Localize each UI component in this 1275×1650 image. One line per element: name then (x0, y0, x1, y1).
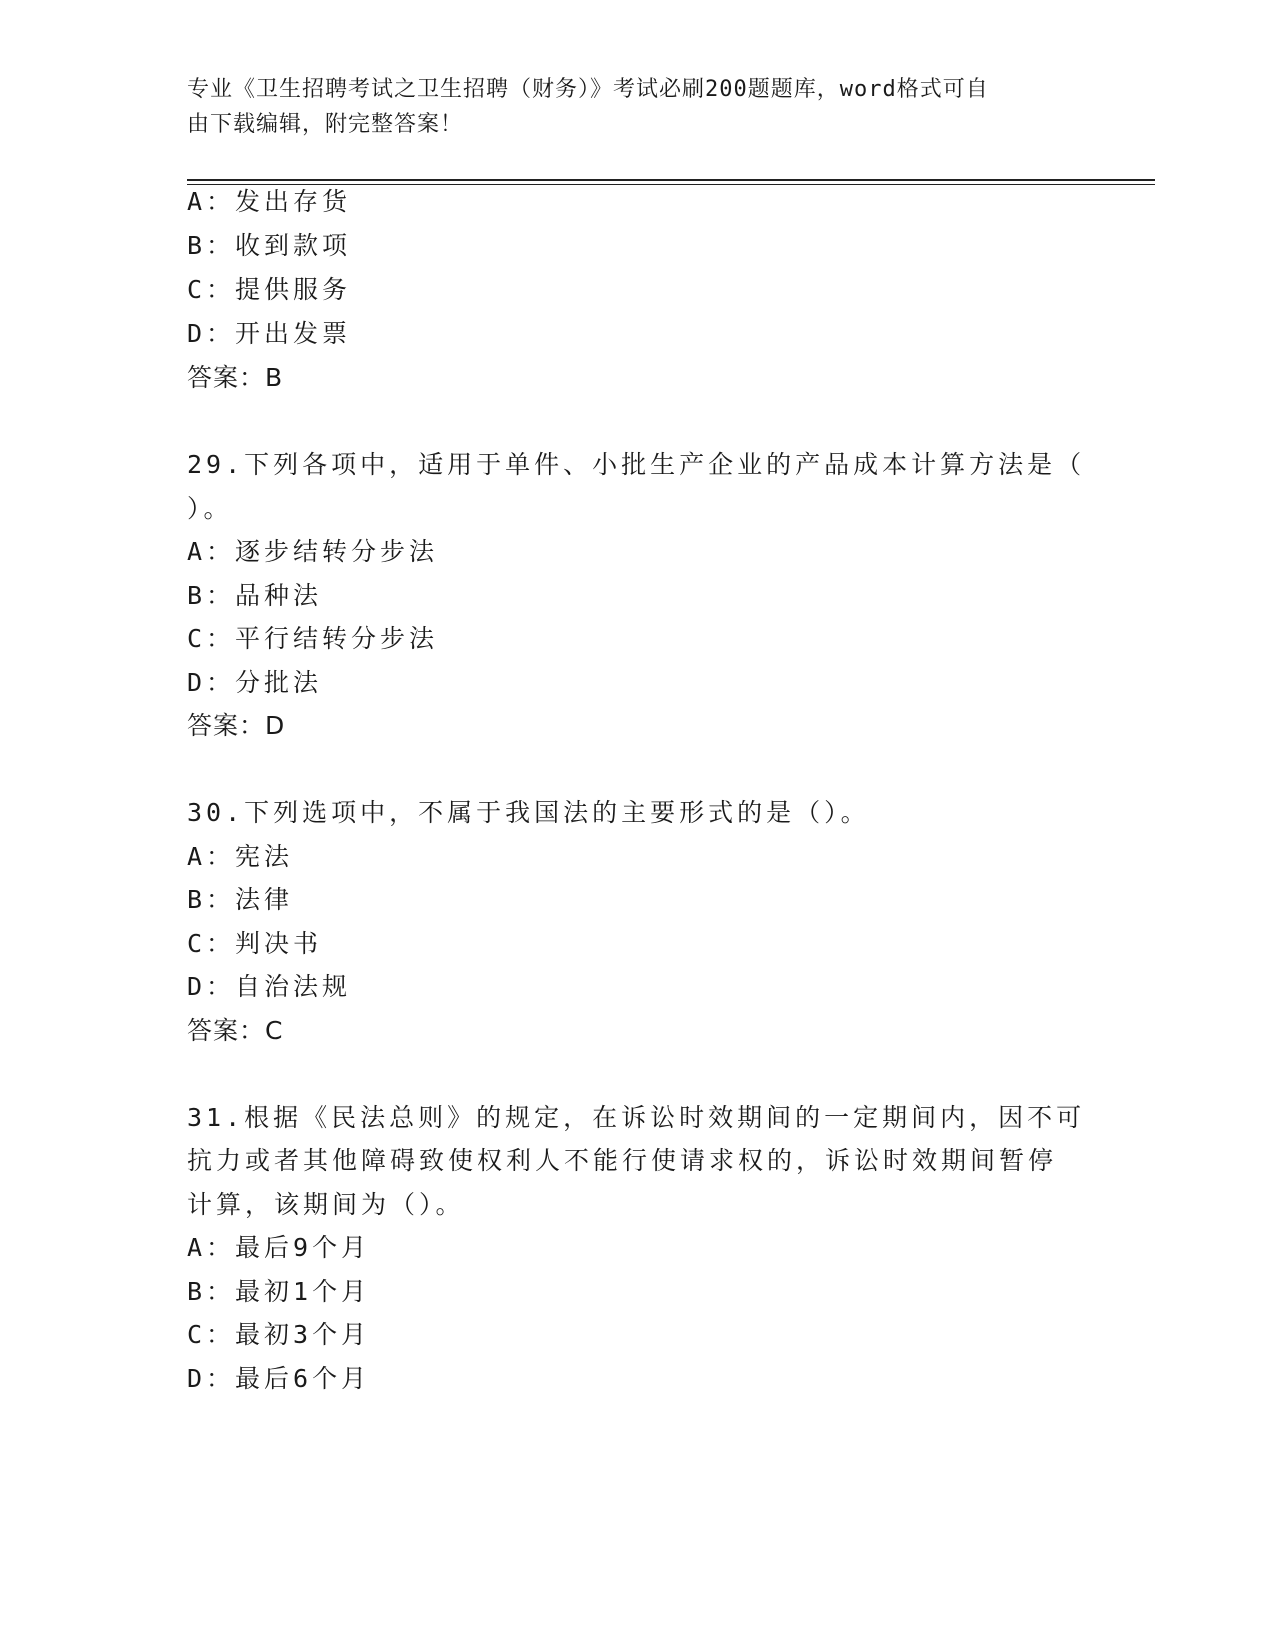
q29-stem-line-1: 29.下列各项中，适用于单件、小批生产企业的产品成本计算方法是（ (187, 450, 1086, 479)
q30-option-d: D：自治法规 (187, 972, 352, 1001)
document-header (187, 72, 1067, 142)
q28-option-c: C：提供服务 (187, 275, 352, 304)
q29-answer: 答案：D (187, 711, 286, 740)
q29-option-b: B：品种法 (187, 581, 323, 610)
q30-option-b: B：法律 (187, 885, 294, 914)
header-line-2: 由下载编辑，附完整答案！ (187, 112, 464, 137)
q30-answer: 答案：C (187, 1016, 284, 1045)
q31-option-b: B：最初1个月 (187, 1277, 371, 1306)
q29-stem-line-2: ）。 (187, 494, 233, 523)
q28-option-b: B：收到款项 (187, 231, 352, 260)
header-divider (187, 179, 1155, 181)
header-line-1: 专业《卫生招聘考试之卫生招聘（财务）》考试必刷200题题库，word格式可自 (187, 77, 989, 102)
q31-stem-line-3: 计算，该期间为（）。 (187, 1190, 465, 1219)
q30-stem-line-1: 30.下列选项中，不属于我国法的主要形式的是（）。 (187, 798, 870, 827)
q29-option-a: A：逐步结转分步法 (187, 537, 439, 566)
q31-option-a: A：最后9个月 (187, 1233, 371, 1262)
q31-stem-line-1: 31.根据《民法总则》的规定，在诉讼时效期间的一定期间内，因不可 (187, 1103, 1086, 1132)
q29-option-d: D：分批法 (187, 668, 323, 697)
q31-option-c: C：最初3个月 (187, 1320, 371, 1349)
q28-option-d: D：开出发票 (187, 319, 352, 348)
q31-stem-line-2: 抗力或者其他障碍致使权利人不能行使请求权的，诉讼时效期间暂停 (187, 1146, 1058, 1175)
q29-option-c: C：平行结转分步法 (187, 624, 439, 653)
q31-option-d: D：最后6个月 (187, 1364, 371, 1393)
q28-answer: 答案：B (187, 363, 284, 392)
q30-option-c: C：判决书 (187, 929, 323, 958)
q28-option-a: A：发出存货 (187, 187, 352, 216)
q30-option-a: A：宪法 (187, 842, 294, 871)
